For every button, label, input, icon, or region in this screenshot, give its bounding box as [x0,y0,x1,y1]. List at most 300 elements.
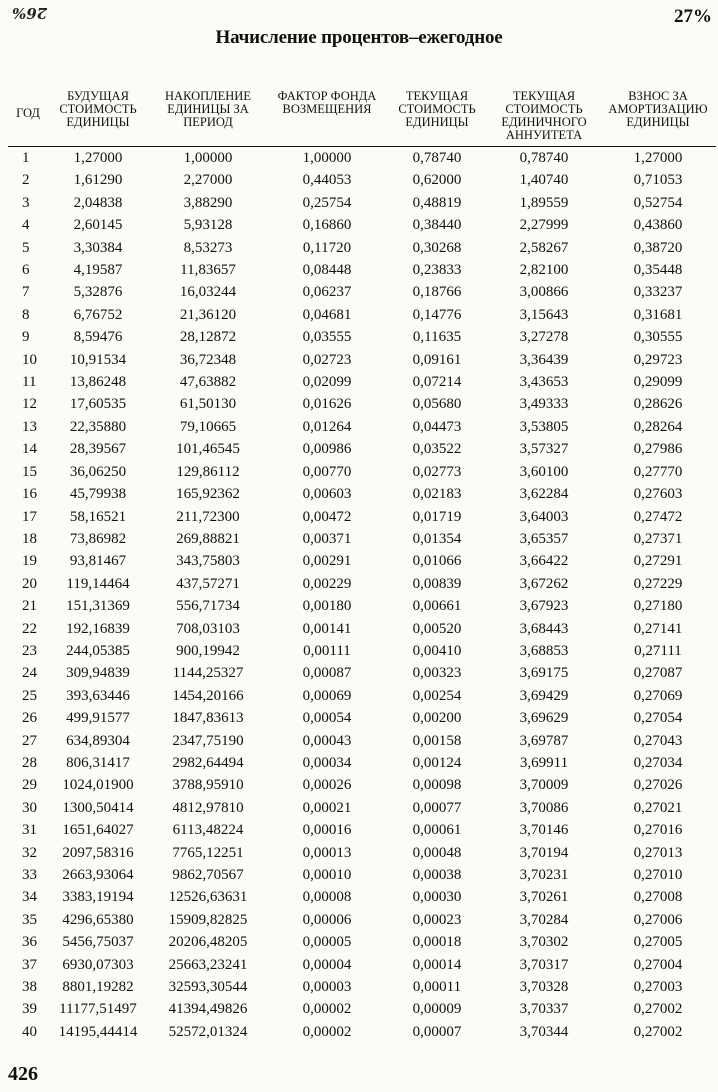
future-value-cell: 1300,50414 [62,799,134,816]
annuity-present-value-cell: 3,27278 [519,329,569,346]
present-value-cell: 0,00061 [412,822,462,839]
annuity-present-value-cell: 3,66422 [519,553,569,570]
present-value-cell: 0,00323 [412,665,462,682]
sinking-fund-cell: 0,01626 [302,396,352,413]
accumulation-cell: 2982,64494 [172,754,244,771]
table-row [8,438,716,460]
sinking-fund-cell: 0,11720 [302,239,352,256]
present-value-cell: 0,00007 [412,1023,462,1040]
present-value-cell: 0,03522 [412,441,462,458]
annuity-present-value-cell: 3,70337 [519,1001,569,1018]
accumulation-cell: 343,75803 [176,553,240,570]
amortization-cell: 0,33237 [633,284,683,301]
future-value-cell: 1,27000 [73,150,123,166]
column-header-annuity-present-value: ТЕКУЩАЯ СТОИМОСТЬ ЕДИНИЧНОГО АННУИТЕТА [488,90,600,147]
annuity-present-value-cell: 3,70284 [519,911,569,928]
accumulation-cell: 1847,83613 [172,710,244,727]
future-value-cell: 1,61290 [73,172,123,189]
accumulation-cell: 6113,48224 [172,822,244,839]
annuity-present-value-cell: 3,70302 [519,934,569,951]
present-value-cell: 0,00661 [412,598,462,615]
future-value-cell: 6930,07303 [62,956,134,973]
annuity-present-value-cell: 2,58267 [519,239,569,256]
amortization-cell: 0,28264 [633,418,683,435]
sinking-fund-cell: 1,00000 [302,150,352,166]
annuity-present-value-cell: 3,43653 [519,374,569,391]
annuity-present-value-cell: 2,27999 [519,217,569,234]
table-row [8,752,716,774]
accumulation-cell: 900,19942 [176,642,240,659]
sinking-fund-cell: 0,00021 [302,799,352,816]
sinking-fund-cell: 0,00180 [302,598,352,615]
table-row [8,483,716,505]
annuity-present-value-cell: 1,89559 [519,194,569,211]
year-cell: 26 [22,710,37,727]
column-header-sinking-fund: ФАКТОР ФОНДА ВОЗМЕЩЕНИЯ [268,90,386,147]
annuity-present-value-cell: 3,70009 [519,777,569,794]
table-row [8,304,716,326]
year-cell: 28 [22,754,37,771]
future-value-cell: 1651,64027 [62,822,134,839]
accumulation-cell: 41394,49826 [168,1001,248,1018]
accumulation-cell: 1144,25327 [172,665,244,682]
year-cell: 39 [22,1001,37,1018]
present-value-cell: 0,01066 [412,553,462,570]
sinking-fund-cell: 0,00770 [302,463,352,480]
annuity-present-value-cell: 3,69629 [519,710,569,727]
future-value-cell: 45,79938 [69,486,127,503]
annuity-present-value-cell: 3,67262 [519,575,569,592]
table-row [8,169,716,191]
amortization-cell: 0,27005 [633,934,683,951]
amortization-cell: 0,52754 [633,194,683,211]
present-value-cell: 0,01354 [412,530,462,547]
year-cell: 27 [22,732,37,749]
sinking-fund-cell: 0,00026 [302,777,352,794]
table-row [8,730,716,752]
future-value-cell: 8,59476 [73,329,123,346]
annuity-present-value-cell: 3,64003 [519,508,569,525]
annuity-present-value-cell: 3,69175 [519,665,569,682]
amortization-cell: 0,27054 [633,710,683,727]
amortization-cell: 0,27087 [633,665,683,682]
amortization-cell: 0,27008 [633,889,683,906]
year-cell: 12 [22,396,37,413]
amortization-cell: 0,27770 [633,463,683,480]
annuity-present-value-cell: 0,78740 [519,150,569,166]
table-row [8,819,716,841]
present-value-cell: 0,01719 [412,508,462,525]
sinking-fund-cell: 0,00371 [302,530,352,547]
present-value-cell: 0,09161 [412,351,462,368]
sinking-fund-cell: 0,00603 [302,486,352,503]
amortization-cell: 0,27021 [633,799,683,816]
accumulation-cell: 20206,48205 [168,934,248,951]
annuity-present-value-cell: 3,70317 [519,956,569,973]
amortization-cell: 0,27291 [633,553,683,570]
future-value-cell: 8801,19282 [62,979,134,996]
future-value-cell: 5,32876 [73,284,123,301]
table-row [8,371,716,393]
accumulation-cell: 5,93128 [183,217,233,234]
present-value-cell: 0,00158 [412,732,462,749]
accumulation-cell: 2,27000 [183,172,233,189]
future-value-cell: 151,31369 [66,598,130,615]
table-row [8,909,716,931]
present-value-cell: 0,02183 [412,486,462,503]
future-value-cell: 10,91534 [69,351,127,368]
present-value-cell: 0,00200 [412,710,462,727]
present-value-cell: 0,00014 [412,956,462,973]
present-value-cell: 0,02773 [412,463,462,480]
table-row [8,192,716,214]
year-cell: 7 [22,284,30,301]
amortization-cell: 1,27000 [633,150,683,166]
sinking-fund-cell: 0,00006 [302,911,352,928]
amortization-cell: 0,27013 [633,844,683,861]
table-header-row [8,90,716,147]
future-value-cell: 28,39567 [69,441,127,458]
annuity-present-value-cell: 3,36439 [519,351,569,368]
future-value-cell: 36,06250 [69,463,127,480]
table-row [8,640,716,662]
table-row [8,662,716,684]
annuity-present-value-cell: 3,62284 [519,486,569,503]
table-row [8,214,716,236]
table-row [8,237,716,259]
amortization-cell: 0,27141 [633,620,683,637]
present-value-cell: 0,04473 [412,418,462,435]
annuity-present-value-cell: 3,15643 [519,306,569,323]
table-row [8,618,716,640]
amortization-cell: 0,27371 [633,530,683,547]
sinking-fund-cell: 0,44053 [302,172,352,189]
future-value-cell: 309,94839 [66,665,130,682]
year-cell: 25 [22,687,37,704]
table-row [8,573,716,595]
accumulation-cell: 129,86112 [176,463,240,480]
year-cell: 35 [22,911,37,928]
amortization-cell: 0,27180 [633,598,683,615]
sinking-fund-cell: 0,00005 [302,934,352,951]
amortization-cell: 0,29723 [633,351,683,368]
future-value-cell: 73,86982 [69,530,127,547]
present-value-cell: 0,00048 [412,844,462,861]
future-value-cell: 93,81467 [69,553,127,570]
year-cell: 3 [22,194,30,211]
present-value-cell: 0,00018 [412,934,462,951]
sinking-fund-cell: 0,00141 [302,620,352,637]
present-value-cell: 0,00254 [412,687,462,704]
amortization-cell: 0,28626 [633,396,683,413]
table-row [8,842,716,864]
handwritten-rate-note: 26% [12,4,48,22]
present-value-cell: 0,30268 [412,239,462,256]
accumulation-cell: 556,71734 [176,598,240,615]
sinking-fund-cell: 0,00013 [302,844,352,861]
accumulation-cell: 32593,30544 [168,979,248,996]
year-cell: 24 [22,665,37,682]
annuity-present-value-cell: 3,00866 [519,284,569,301]
interest-rate-label: 27% [674,6,712,27]
table-row [8,281,716,303]
accumulation-cell: 165,92362 [176,486,240,503]
annuity-present-value-cell: 3,70328 [519,979,569,996]
year-cell: 16 [22,486,37,503]
accumulation-cell: 28,12872 [179,329,237,346]
present-value-cell: 0,00124 [412,754,462,771]
accumulation-cell: 708,03103 [176,620,240,637]
column-header-year: ГОД [8,90,48,147]
year-cell: 30 [22,799,37,816]
sinking-fund-cell: 0,00472 [302,508,352,525]
present-value-cell: 0,00520 [412,620,462,637]
present-value-cell: 0,48819 [412,194,462,211]
sinking-fund-cell: 0,25754 [302,194,352,211]
sinking-fund-cell: 0,00034 [302,754,352,771]
table-row [8,349,716,371]
future-value-cell: 3,30384 [73,239,123,256]
page-title: Начисление процентов–ежегодное [215,27,503,48]
year-cell: 5 [22,239,30,256]
table-row [8,506,716,528]
accumulation-cell: 1,00000 [183,150,233,166]
year-cell: 19 [22,553,37,570]
future-value-cell: 2,04838 [73,194,123,211]
amortization-cell: 0,27016 [633,822,683,839]
present-value-cell: 0,38440 [412,217,462,234]
amortization-cell: 0,27069 [633,687,683,704]
accumulation-cell: 47,63882 [179,374,237,391]
sinking-fund-cell: 0,16860 [302,217,352,234]
table-row [8,954,716,976]
present-value-cell: 0,14776 [412,306,462,323]
sinking-fund-cell: 0,00010 [302,867,352,883]
table-row [8,685,716,707]
future-value-cell: 499,91577 [66,710,130,727]
accumulation-cell: 101,46545 [176,441,240,458]
accumulation-cell: 1454,20166 [172,687,244,704]
amortization-cell: 0,27111 [634,642,682,659]
sinking-fund-cell: 0,00002 [302,1023,352,1040]
year-cell: 38 [22,979,37,996]
year-cell: 18 [22,530,37,547]
table-row [8,595,716,617]
accumulation-cell: 437,57271 [176,575,240,592]
future-value-cell: 2,60145 [73,217,123,234]
accumulation-cell: 269,88821 [176,530,240,547]
future-value-cell: 17,60535 [69,396,127,413]
accumulation-cell: 3788,95910 [172,777,244,794]
year-cell: 8 [22,306,30,323]
table-row [8,393,716,415]
table-row [8,998,716,1020]
present-value-cell: 0,00839 [412,575,462,592]
future-value-cell: 13,86248 [69,374,127,391]
annuity-present-value-cell: 3,68853 [519,642,569,659]
annuity-present-value-cell: 3,65357 [519,530,569,547]
table-row [8,147,716,170]
amortization-cell: 0,27003 [633,979,683,996]
sinking-fund-cell: 0,00069 [302,687,352,704]
sinking-fund-cell: 0,02723 [302,351,352,368]
amortization-cell: 0,38720 [633,239,683,256]
accumulation-cell: 11,83657 [180,262,236,279]
accumulation-cell: 36,72348 [179,351,237,368]
compound-interest-table [8,90,716,1043]
amortization-cell: 0,27229 [633,575,683,592]
present-value-cell: 0,62000 [412,172,462,189]
year-cell: 2 [22,172,30,189]
accumulation-cell: 25663,23241 [168,956,248,973]
annuity-present-value-cell: 3,53805 [519,418,569,435]
future-value-cell: 3383,19194 [62,889,134,906]
annuity-present-value-cell: 3,70261 [519,889,569,906]
annuity-present-value-cell: 3,70146 [519,822,569,839]
year-cell: 17 [22,508,37,525]
amortization-cell: 0,27004 [633,956,683,973]
year-cell: 31 [22,822,37,839]
annuity-present-value-cell: 3,60100 [519,463,569,480]
annuity-present-value-cell: 3,69787 [519,732,569,749]
sinking-fund-cell: 0,01264 [302,418,352,435]
accumulation-cell: 12526,63631 [168,889,248,906]
table-row [8,864,716,886]
accumulation-cell: 2347,75190 [172,732,244,749]
present-value-cell: 0,00009 [412,1001,462,1018]
future-value-cell: 22,35880 [69,418,127,435]
present-value-cell: 0,00038 [412,867,462,883]
accumulation-cell: 4812,97810 [172,799,244,816]
future-value-cell: 192,16839 [66,620,130,637]
annuity-present-value-cell: 1,40740 [519,172,569,189]
accumulation-cell: 3,88290 [183,194,233,211]
annuity-present-value-cell: 2,82100 [519,262,569,279]
sinking-fund-cell: 0,00008 [302,889,352,906]
table-row [8,797,716,819]
future-value-cell: 5456,75037 [62,934,134,951]
accumulation-cell: 52572,01324 [168,1023,248,1040]
amortization-cell: 0,27002 [633,1023,683,1040]
sinking-fund-cell: 0,00986 [302,441,352,458]
year-cell: 20 [22,575,37,592]
year-cell: 14 [22,441,37,458]
sinking-fund-cell: 0,08448 [302,262,352,279]
amortization-cell: 0,29099 [633,374,683,391]
table-row [8,326,716,348]
amortization-cell: 0,31681 [633,306,683,323]
future-value-cell: 4296,65380 [62,911,134,928]
sinking-fund-cell: 0,04681 [302,306,352,323]
future-value-cell: 2097,58316 [62,844,134,861]
sinking-fund-cell: 0,00111 [303,642,351,659]
amortization-cell: 0,27034 [633,754,683,771]
present-value-cell: 0,00410 [412,642,462,659]
accumulation-cell: 7765,12251 [172,844,244,861]
table-row [8,976,716,998]
amortization-cell: 0,27006 [633,911,683,928]
sinking-fund-cell: 0,02099 [302,374,352,391]
accumulation-cell: 8,53273 [183,239,233,256]
sinking-fund-cell: 0,00087 [302,665,352,682]
year-cell: 21 [22,598,37,615]
annuity-present-value-cell: 3,69911 [519,754,569,771]
sinking-fund-cell: 0,00002 [302,1001,352,1018]
amortization-cell: 0,27026 [633,777,683,794]
annuity-present-value-cell: 3,68443 [519,620,569,637]
future-value-cell: 2663,93064 [62,867,134,883]
annuity-present-value-cell: 3,70344 [519,1023,569,1040]
sinking-fund-cell: 0,00229 [302,575,352,592]
year-cell: 34 [22,889,37,906]
future-value-cell: 634,89304 [66,732,130,749]
table-row [8,528,716,550]
annuity-present-value-cell: 3,57327 [519,441,569,458]
year-cell: 1 [22,150,30,166]
table-row [8,886,716,908]
future-value-cell: 4,19587 [73,262,123,279]
present-value-cell: 0,78740 [412,150,462,166]
sinking-fund-cell: 0,00043 [302,732,352,749]
amortization-cell: 0,27472 [633,508,683,525]
future-value-cell: 14195,44414 [58,1023,138,1040]
year-cell: 29 [22,777,37,794]
table-row [8,259,716,281]
present-value-cell: 0,00077 [412,799,462,816]
sinking-fund-cell: 0,00003 [302,979,352,996]
column-header-amortization: ВЗНОС ЗА АМОРТИЗАЦИЮ ЕДИНИЦЫ [600,90,716,147]
present-value-cell: 0,23833 [412,262,462,279]
annuity-present-value-cell: 3,69429 [519,687,569,704]
year-cell: 15 [22,463,37,480]
amortization-cell: 0,35448 [633,262,683,279]
amortization-cell: 0,71053 [633,172,683,189]
future-value-cell: 244,05385 [66,642,130,659]
year-cell: 11 [22,374,37,391]
year-cell: 33 [22,867,37,883]
year-cell: 36 [22,934,37,951]
present-value-cell: 0,00098 [412,777,462,794]
annuity-present-value-cell: 3,70086 [519,799,569,816]
table-row [8,1021,716,1043]
annuity-present-value-cell: 3,67923 [519,598,569,615]
page-number: 426 [8,1063,38,1085]
future-value-cell: 806,31417 [66,754,130,771]
year-cell: 4 [22,217,30,234]
table-row [8,774,716,796]
accumulation-cell: 16,03244 [179,284,237,301]
table-row [8,550,716,572]
future-value-cell: 393,63446 [66,687,130,704]
column-header-future-value: БУДУЩАЯ СТОИМОСТЬ ЕДИНИЦЫ [48,90,148,147]
amortization-cell: 0,27002 [633,1001,683,1018]
present-value-cell: 0,00011 [412,979,462,996]
year-cell: 22 [22,620,37,637]
accumulation-cell: 21,36120 [179,306,237,323]
annuity-present-value-cell: 3,70231 [519,867,569,883]
sinking-fund-cell: 0,00291 [302,553,352,570]
amortization-cell: 0,27043 [633,732,683,749]
future-value-cell: 11177,51497 [59,1001,137,1018]
sinking-fund-cell: 0,03555 [302,329,352,346]
future-value-cell: 58,16521 [69,508,127,525]
year-cell: 6 [22,262,30,279]
present-value-cell: 0,07214 [412,374,462,391]
column-header-accumulation: НАКОПЛЕНИЕ ЕДИНИЦЫ ЗА ПЕРИОД [148,90,268,147]
year-cell: 10 [22,351,37,368]
year-cell: 23 [22,642,37,659]
accumulation-cell: 211,72300 [176,508,240,525]
